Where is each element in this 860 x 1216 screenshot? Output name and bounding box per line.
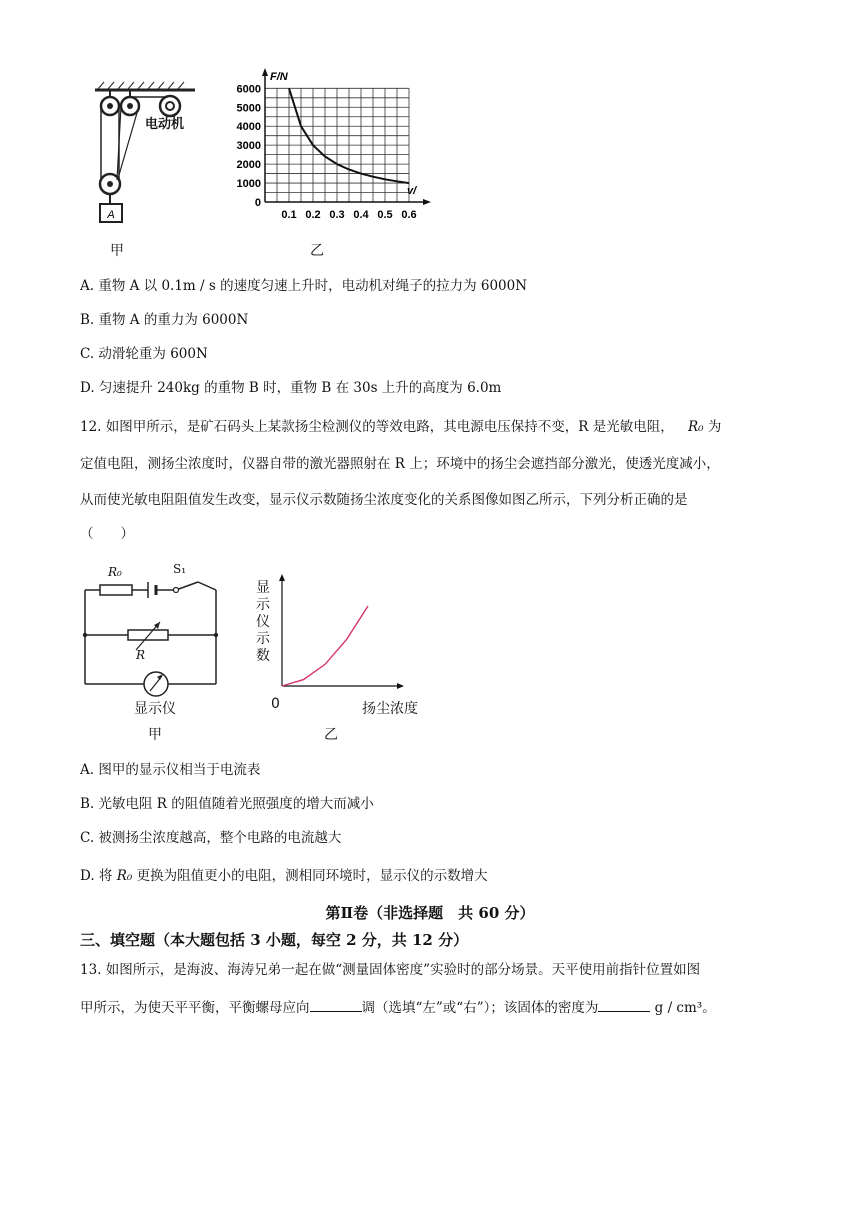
q13-line-2 xyxy=(80,998,716,1018)
q12-r0: R₀ xyxy=(688,419,704,435)
x-axis-arrow xyxy=(423,199,431,205)
x-tick-label: 0.3 xyxy=(329,209,345,221)
pulley-diagram xyxy=(90,80,200,260)
switch-label: S₁ xyxy=(173,562,187,576)
q11-option-b: B. 重物 A 的重力为 6000N xyxy=(80,312,249,328)
q13-text-a: 甲所示，为使天平平衡，平衡螺母应向 xyxy=(80,1000,310,1016)
y-tick-label: 0 xyxy=(254,197,261,209)
q12-text-1-end: 为 xyxy=(707,419,722,435)
x-tick-label: 0.2 xyxy=(305,209,321,221)
y-axis-arrow xyxy=(279,574,285,581)
chart2-origin: 0 xyxy=(271,696,280,712)
dust-reading-curve xyxy=(282,606,368,686)
meter-label: 显示仪 xyxy=(134,701,176,717)
figure1-caption-left: 甲 xyxy=(110,243,124,259)
q13-blank-density[interactable] xyxy=(598,998,650,1012)
q11-option-c: C. 动滑轮重为 600N xyxy=(80,346,208,362)
q12-line-4: （ ） xyxy=(80,526,134,542)
r0-label: R₀ xyxy=(108,565,122,579)
q13-unit: g / cm³ xyxy=(654,1000,703,1016)
y-tick-label: 4000 xyxy=(236,121,261,134)
q12-option-c: C. 被测扬尘浓度越高，整个电路的电流越大 xyxy=(80,830,342,846)
y-tick-label: 2000 xyxy=(236,159,261,172)
volume-title: 第Ⅱ卷（非选择题 共 60 分） xyxy=(325,904,535,922)
r-label: R xyxy=(136,648,146,662)
x-tick-label: 0.5 xyxy=(377,209,393,221)
q13-text-b: 调（选填“左”或“右”）；该固体的密度为 xyxy=(361,1000,599,1016)
part-title: 三、填空题（本大题包括 3 小题，每空 2 分，共 12 分） xyxy=(80,931,469,949)
y-tick-label: 6000 xyxy=(236,83,261,96)
q12-option-d-pre: D. 将 xyxy=(80,868,113,884)
figure2-caption-left: 甲 xyxy=(148,727,162,743)
chart2-ylabel: 显示仪示数 xyxy=(256,580,270,664)
y-tick-label: 5000 xyxy=(236,102,261,115)
q12-text-1: 12. 如图甲所示，是矿石码头上某款扬尘检测仪的等效电路，其电源电压保持不变，R 是光敏电阻， xyxy=(80,419,674,435)
q13-blank-direction[interactable] xyxy=(310,998,362,1012)
q12-line-1 xyxy=(80,417,721,437)
circuit-diagram xyxy=(80,560,230,710)
q12-line-2: 定值电阻，测扬尘浓度时，仪器自带的激光器照射在 R 上；环境中的扬尘会遮挡部分激光，使透光度减小， xyxy=(80,456,720,472)
q13-line-1: 13. 如图所示，是海波、海涛兄弟一起在做“测量固体密度”实验时的部分场景。天平使用前指针位置如图 xyxy=(80,962,701,978)
q12-option-d xyxy=(80,866,488,886)
x-tick-label: 0.4 xyxy=(353,209,369,221)
q11-option-d: D. 匀速提升 240kg 的重物 B 时，重物 B 在 30s 上升的高度为 6.0m xyxy=(80,380,502,396)
x-tick-label: 0.1 xyxy=(281,209,297,221)
q12-option-d-post: 更换为阻值更小的电阻，测相同环境时，显示仪的示数增大 xyxy=(136,868,488,884)
q12-option-a: A. 图甲的显示仪相当于电流表 xyxy=(80,762,261,778)
q11-option-a: A. 重物 A 以 0.1m / s 的速度匀速上升时，电动机对绳子的拉力为 6000N xyxy=(80,278,528,294)
x-axis-arrow xyxy=(397,683,404,689)
q12-line-3: 从而使光敏电阻阻值发生改变，显示仪示数随扬尘浓度变化的关系图像如图乙所示，下列分析正确的是 xyxy=(80,492,688,508)
x-axis-label: v/ xyxy=(407,185,417,197)
y-tick-label: 1000 xyxy=(236,178,261,191)
y-axis-arrow xyxy=(262,68,268,76)
dust-reading-chart xyxy=(276,574,406,694)
motor-label: 电动机 xyxy=(145,117,185,132)
y-tick-label: 3000 xyxy=(236,140,261,153)
force-speed-chart xyxy=(205,66,435,232)
figure1-caption-right: 乙 xyxy=(310,243,324,259)
chart2-xlabel: 扬尘浓度 xyxy=(362,701,418,717)
q12-option-d-r0: R₀ xyxy=(116,868,133,884)
x-tick-label: 0.6 xyxy=(401,209,417,221)
weight-label: A xyxy=(107,209,115,221)
figure2-caption-right: 乙 xyxy=(324,727,338,743)
y-axis-label: F/N xyxy=(270,71,288,83)
q13-end: 。 xyxy=(702,1000,716,1016)
q12-option-b: B. 光敏电阻 R 的阻值随着光照强度的增大而减小 xyxy=(80,796,374,812)
